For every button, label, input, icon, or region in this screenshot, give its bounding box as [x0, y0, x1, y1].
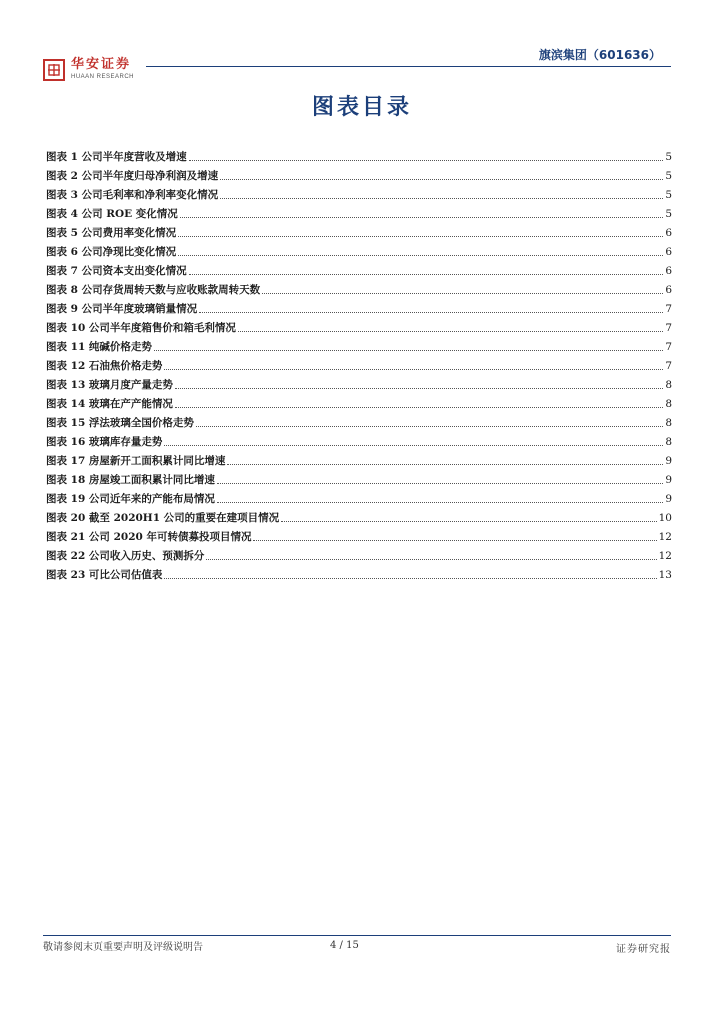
toc-dot-leader: [178, 254, 663, 256]
toc-entry-page: 5: [665, 170, 672, 182]
toc-dot-leader: [189, 273, 664, 275]
toc-dot-leader: [238, 330, 663, 332]
toc-entry-label: 图表 4 公司 ROE 变化情况: [46, 208, 178, 220]
toc-dot-leader: [253, 539, 656, 541]
toc-entry-label: 图表 19 公司近年来的产能布局情况: [46, 493, 215, 505]
footer-divider: [43, 935, 671, 936]
toc-entry-page: 12: [658, 550, 672, 562]
toc-entry[interactable]: [46, 335, 672, 354]
toc-entry[interactable]: [46, 164, 672, 183]
toc-entry-label: 图表 12 石油焦价格走势: [46, 360, 163, 372]
toc-entry-page: 8: [665, 379, 672, 391]
page-indicator: 4 / 15: [330, 940, 359, 951]
toc-dot-leader: [180, 216, 664, 218]
toc-entry[interactable]: [46, 297, 672, 316]
report-type: 证券研究报: [616, 944, 671, 955]
toc-entry[interactable]: [46, 259, 672, 278]
toc-dot-leader: [175, 387, 663, 389]
toc-entry-label: 图表 3 公司毛利率和净利率变化情况: [46, 189, 219, 201]
toc-entry-page: 10: [658, 512, 672, 524]
toc-entry[interactable]: [46, 145, 672, 164]
toc-entry[interactable]: [46, 487, 672, 506]
toc-entry-page: 9: [665, 493, 672, 505]
toc-entry-label: 图表 11 纯碱价格走势: [46, 341, 152, 353]
toc-entry[interactable]: [46, 183, 672, 202]
toc-entry-page: 6: [665, 284, 672, 296]
toc-entry-label: 图表 16 玻璃库存量走势: [46, 436, 163, 448]
toc-entry-page: 5: [665, 151, 672, 163]
toc-entry-label: 图表 17 房屋新开工面积累计同比增速: [46, 455, 226, 467]
toc-entry-label: 图表 15 浮法玻璃全国价格走势: [46, 417, 194, 429]
toc-dot-leader: [164, 368, 663, 370]
toc-entry[interactable]: [46, 316, 672, 335]
table-of-figures: [46, 145, 672, 582]
toc-dot-leader: [217, 482, 663, 484]
toc-dot-leader: [217, 501, 663, 503]
toc-entry[interactable]: [46, 430, 672, 449]
toc-entry-page: 6: [665, 246, 672, 258]
toc-entry-label: 图表 22 公司收入历史、预测拆分: [46, 550, 205, 562]
toc-entry-page: 13: [658, 569, 672, 581]
toc-entry-label: 图表 18 房屋竣工面积累计同比增速: [46, 474, 215, 486]
toc-entry-label: 图表 8 公司存货周转天数与应收账款周转天数: [46, 284, 261, 296]
company-name-code: 旗滨集团（601636）: [538, 48, 661, 62]
toc-dot-leader: [262, 292, 663, 294]
toc-entry[interactable]: [46, 240, 672, 259]
toc-entry[interactable]: [46, 354, 672, 373]
toc-entry-label: 图表 14 玻璃在产产能情况: [46, 398, 173, 410]
toc-dot-leader: [281, 520, 656, 522]
toc-entry-page: 12: [658, 531, 672, 543]
toc-entry-label: 图表 5 公司费用率变化情况: [46, 227, 177, 239]
toc-dot-leader: [227, 463, 663, 465]
toc-dot-leader: [206, 558, 656, 560]
toc-entry-label: 图表 20 截至 2020H1 公司的重要在建项目情况: [46, 512, 280, 524]
toc-dot-leader: [189, 159, 664, 161]
toc-entry-label: 图表 9 公司半年度玻璃销量情况: [46, 303, 198, 315]
toc-entry[interactable]: [46, 563, 672, 582]
toc-entry-page: 9: [665, 455, 672, 467]
company-logo: [43, 58, 134, 81]
toc-entry[interactable]: [46, 278, 672, 297]
toc-entry-page: 7: [665, 341, 672, 353]
toc-dot-leader: [178, 235, 663, 237]
logo-english-name: HUAAN RESEARCH: [71, 74, 135, 80]
toc-entry-page: 9: [665, 474, 672, 486]
toc-dot-leader: [164, 444, 663, 446]
toc-entry[interactable]: [46, 544, 672, 563]
toc-entry-page: 6: [665, 227, 672, 239]
toc-entry-page: 5: [665, 208, 672, 220]
toc-dot-leader: [175, 406, 663, 408]
toc-entry[interactable]: [46, 373, 672, 392]
toc-entry-label: 图表 7 公司资本支出变化情况: [46, 265, 187, 277]
toc-entry-page: 7: [665, 360, 672, 372]
toc-dot-leader: [196, 425, 663, 427]
toc-entry[interactable]: [46, 392, 672, 411]
toc-dot-leader: [199, 311, 663, 313]
toc-entry[interactable]: [46, 411, 672, 430]
toc-entry-label: 图表 1 公司半年度营收及增速: [46, 151, 187, 163]
toc-entry-page: 7: [665, 322, 672, 334]
toc-entry[interactable]: [46, 525, 672, 544]
toc-entry[interactable]: [46, 506, 672, 525]
toc-entry[interactable]: [46, 468, 672, 487]
page-title: 图表目录: [311, 95, 412, 120]
header-divider: [146, 66, 671, 67]
logo-seal-icon: [43, 59, 65, 81]
page-header: [0, 0, 724, 90]
toc-entry-label: 图表 2 公司半年度归母净利润及增速: [46, 170, 219, 182]
toc-entry[interactable]: [46, 449, 672, 468]
toc-entry-page: 6: [665, 265, 672, 277]
toc-entry-page: 7: [665, 303, 672, 315]
toc-dot-leader: [220, 197, 663, 199]
toc-dot-leader: [164, 577, 656, 579]
toc-entry-label: 图表 23 可比公司估值表: [46, 569, 163, 581]
toc-entry-label: 图表 13 玻璃月度产量走势: [46, 379, 173, 391]
toc-entry-page: 8: [665, 417, 672, 429]
toc-entry-label: 图表 21 公司 2020 年可转债募投项目情况: [46, 531, 252, 543]
toc-entry-label: 图表 10 公司半年度箱售价和箱毛利情况: [46, 322, 236, 334]
toc-entry[interactable]: [46, 202, 672, 221]
toc-entry[interactable]: [46, 221, 672, 240]
toc-entry-label: 图表 6 公司净现比变化情况: [46, 246, 177, 258]
logo-chinese-name: 华安证券: [71, 57, 132, 72]
toc-entry-page: 8: [665, 398, 672, 410]
toc-entry-page: 8: [665, 436, 672, 448]
toc-dot-leader: [220, 178, 663, 180]
footer-disclaimer: 敬请参阅末页重要声明及评级说明告: [43, 942, 203, 953]
toc-dot-leader: [154, 349, 663, 351]
toc-entry-page: 5: [665, 189, 672, 201]
